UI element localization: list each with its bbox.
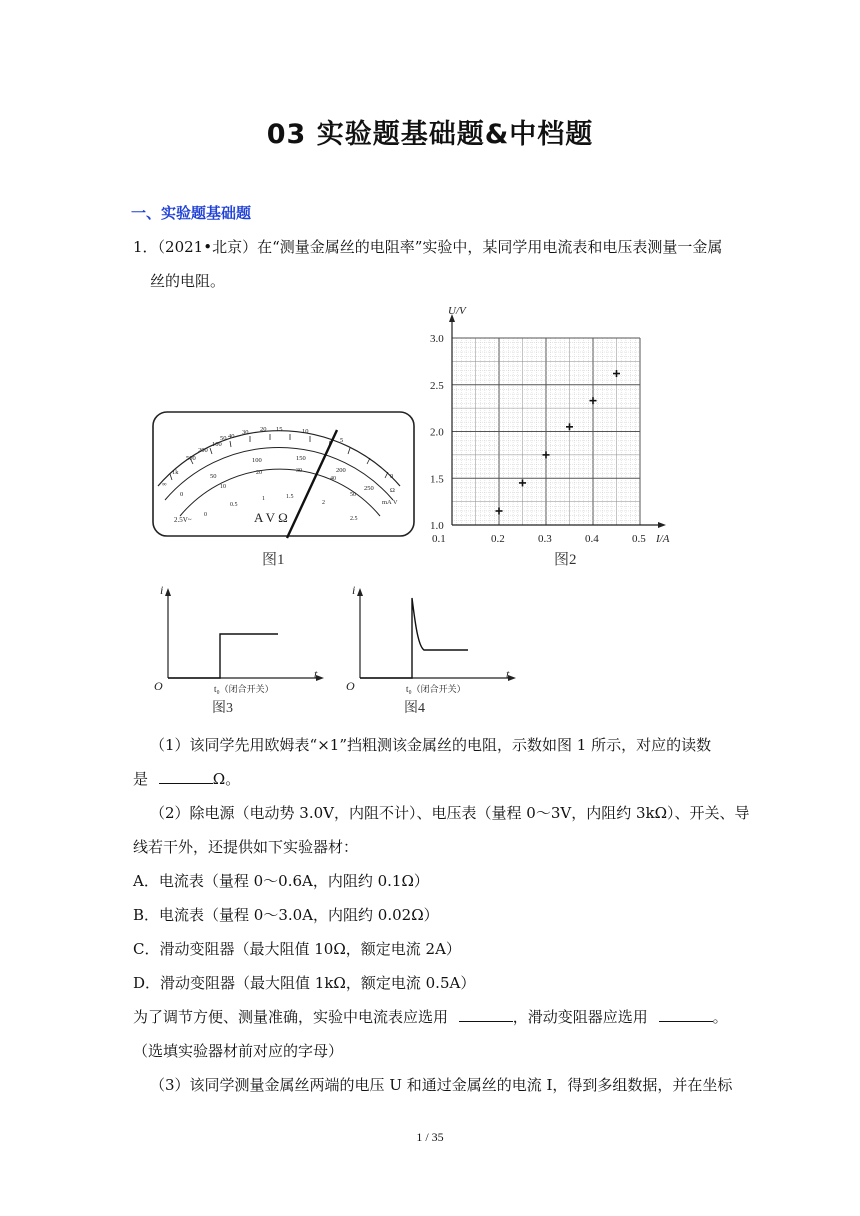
ac-small-tick: 1 bbox=[262, 496, 265, 502]
y-tick-label: 1.0 bbox=[430, 520, 444, 532]
x-tick-label: 0.3 bbox=[538, 533, 552, 545]
x-tick-label: 0.2 bbox=[491, 533, 505, 545]
dc-unit: mA V bbox=[382, 499, 398, 506]
ohm-tick: ∞ bbox=[162, 481, 167, 488]
figure-1-caption: 图1 bbox=[262, 552, 285, 568]
dc-tick: 150 bbox=[296, 455, 306, 462]
y-axis-label: i bbox=[160, 583, 164, 597]
data-point bbox=[590, 397, 597, 404]
x-tick-label: 0.5 bbox=[632, 533, 646, 545]
answer-blank-ammeter[interactable] bbox=[459, 1007, 513, 1022]
part2-line2: 线若干外，还提供如下实验器材： bbox=[133, 838, 359, 856]
t0-label: t₀（闭合开关） bbox=[214, 684, 274, 694]
x-axis-label: t bbox=[506, 667, 510, 681]
ac-tick: 50 bbox=[350, 492, 356, 498]
data-point bbox=[519, 479, 526, 486]
ohm-tick: 15 bbox=[276, 426, 283, 433]
figure-2-caption: 图2 bbox=[554, 552, 577, 568]
ohm-tick: 1k bbox=[172, 469, 179, 476]
x-axis-label: t bbox=[314, 667, 318, 681]
origin-label: O bbox=[154, 679, 163, 693]
ac-tick: 40 bbox=[330, 476, 336, 482]
y-tick-label: 2.0 bbox=[430, 426, 444, 439]
ohm-tick: 40 bbox=[228, 433, 235, 440]
part2-line1: （2）除电源（电动势 3.0V，内阻不计）、电压表（量程 0～3V，内阻约 3kΩ）、开关、导 bbox=[150, 804, 750, 822]
figure-4-caption: 图4 bbox=[404, 701, 425, 716]
data-points bbox=[496, 370, 621, 514]
ohm-tick: 500 bbox=[186, 455, 196, 462]
y-tick-label: 3.0 bbox=[430, 333, 444, 345]
part2-select-text-a: 为了调节方便、测量准确，实验中电流表应选用 bbox=[133, 1008, 449, 1026]
figure-4-spike-current bbox=[340, 582, 520, 718]
ohm-unit: Ω bbox=[390, 487, 395, 494]
option-d: D．滑动变阻器（最大阻值 1kΩ，额定电流 0.5A） bbox=[133, 974, 476, 992]
question-number: 1． bbox=[133, 238, 158, 256]
ac-range-label: 2.5V~ bbox=[174, 516, 192, 524]
ohm-tick: 200 bbox=[198, 447, 208, 454]
section-heading: 一、实验题基础题 bbox=[131, 204, 252, 222]
figure-3-caption: 图3 bbox=[212, 701, 233, 716]
ac-small-tick: 2.5 bbox=[350, 516, 358, 522]
y-axis-label: U/V bbox=[448, 305, 466, 317]
part1-prefix: 是 bbox=[133, 770, 149, 788]
current-curve bbox=[360, 598, 468, 678]
x-tick-label: 0.4 bbox=[585, 533, 599, 545]
part3-line1: （3）该同学测量金属丝两端的电压 U 和通过金属丝的电流 I，得到多组数据，并在坐标 bbox=[150, 1076, 733, 1094]
ohm-tick: 10 bbox=[302, 428, 309, 435]
ac-small-tick: 1.5 bbox=[286, 494, 294, 500]
option-c: C．滑动变阻器（最大阻值 10Ω，额定电流 2A） bbox=[133, 940, 461, 958]
x-tick-label: 0.1 bbox=[432, 533, 446, 545]
question-stem-line1 bbox=[133, 236, 722, 257]
y-tick-label: 1.5 bbox=[430, 473, 444, 486]
figure-1-multimeter bbox=[150, 408, 418, 572]
dc-tick: 250 bbox=[364, 485, 374, 492]
part2-select-text-c: 。 bbox=[712, 1008, 728, 1026]
figure-2-chart bbox=[430, 300, 680, 570]
ac-tick: 10 bbox=[220, 484, 226, 490]
ac-small-tick: 0 bbox=[204, 512, 207, 518]
data-point bbox=[496, 507, 503, 514]
part1-line1: （1）该同学先用欧姆表“×1”挡粗测该金属丝的电阻，示数如图 1 所示，对应的读数 bbox=[150, 736, 712, 754]
part2-note: （选填实验器材前对应的字母） bbox=[133, 1042, 344, 1060]
part1-unit: Ω。 bbox=[212, 770, 241, 788]
ohm-tick: 50 bbox=[220, 435, 227, 442]
chart-grid bbox=[452, 338, 640, 525]
question-stem-line2: 丝的电阻。 bbox=[150, 272, 226, 290]
option-a: A．电流表（量程 0～0.6A，内阻约 0.1Ω） bbox=[133, 872, 429, 890]
x-tick-labels bbox=[432, 533, 646, 545]
data-point bbox=[566, 423, 573, 430]
ac-small-tick: 2 bbox=[322, 500, 325, 506]
ac-small-tick: 0.5 bbox=[230, 502, 238, 508]
t0-label: t₀（闭合开关） bbox=[406, 684, 466, 694]
dial-text: A V Ω bbox=[254, 510, 288, 525]
data-point bbox=[543, 451, 550, 458]
part1-line2 bbox=[133, 768, 240, 789]
answer-blank-reading[interactable] bbox=[159, 769, 213, 784]
ohm-tick: 5 bbox=[340, 437, 344, 444]
part2-select-text-b: ，滑动变阻器应选用 bbox=[512, 1008, 648, 1026]
dc-tick: 50 bbox=[210, 473, 217, 480]
y-tick-labels bbox=[430, 333, 444, 532]
ac-tick: 20 bbox=[256, 470, 262, 476]
dc-tick: 200 bbox=[336, 467, 346, 474]
ohm-tick: 0 bbox=[390, 473, 394, 480]
chart-axes bbox=[449, 314, 666, 528]
dc-tick: 0 bbox=[180, 491, 184, 498]
ohm-tick: 30 bbox=[242, 429, 249, 436]
part2-select-line bbox=[133, 1006, 728, 1027]
current-curve bbox=[168, 634, 278, 678]
question-stem-text: （2021•北京）在“测量金属丝的电阻率”实验中，某同学用电流表和电压表测量一金属 bbox=[157, 238, 723, 256]
ac-tick: 30 bbox=[296, 468, 302, 474]
dc-tick: 100 bbox=[252, 457, 262, 464]
option-b: B．电流表（量程 0～3.0A，内阻约 0.02Ω） bbox=[133, 906, 439, 924]
answer-blank-rheostat[interactable] bbox=[659, 1007, 713, 1022]
y-axis-label: i bbox=[352, 583, 356, 597]
y-tick-label: 2.5 bbox=[430, 379, 444, 392]
figure-3-step-current bbox=[148, 582, 328, 718]
ohm-tick: 20 bbox=[260, 426, 267, 433]
origin-label: O bbox=[346, 679, 355, 693]
x-axis-label: I/A bbox=[656, 533, 670, 545]
page-title: 03 实验题基础题&中档题 bbox=[266, 119, 594, 150]
page-number: 1 / 35 bbox=[416, 1130, 444, 1144]
data-point bbox=[613, 370, 620, 377]
ohm-tick: 100 bbox=[212, 441, 222, 448]
